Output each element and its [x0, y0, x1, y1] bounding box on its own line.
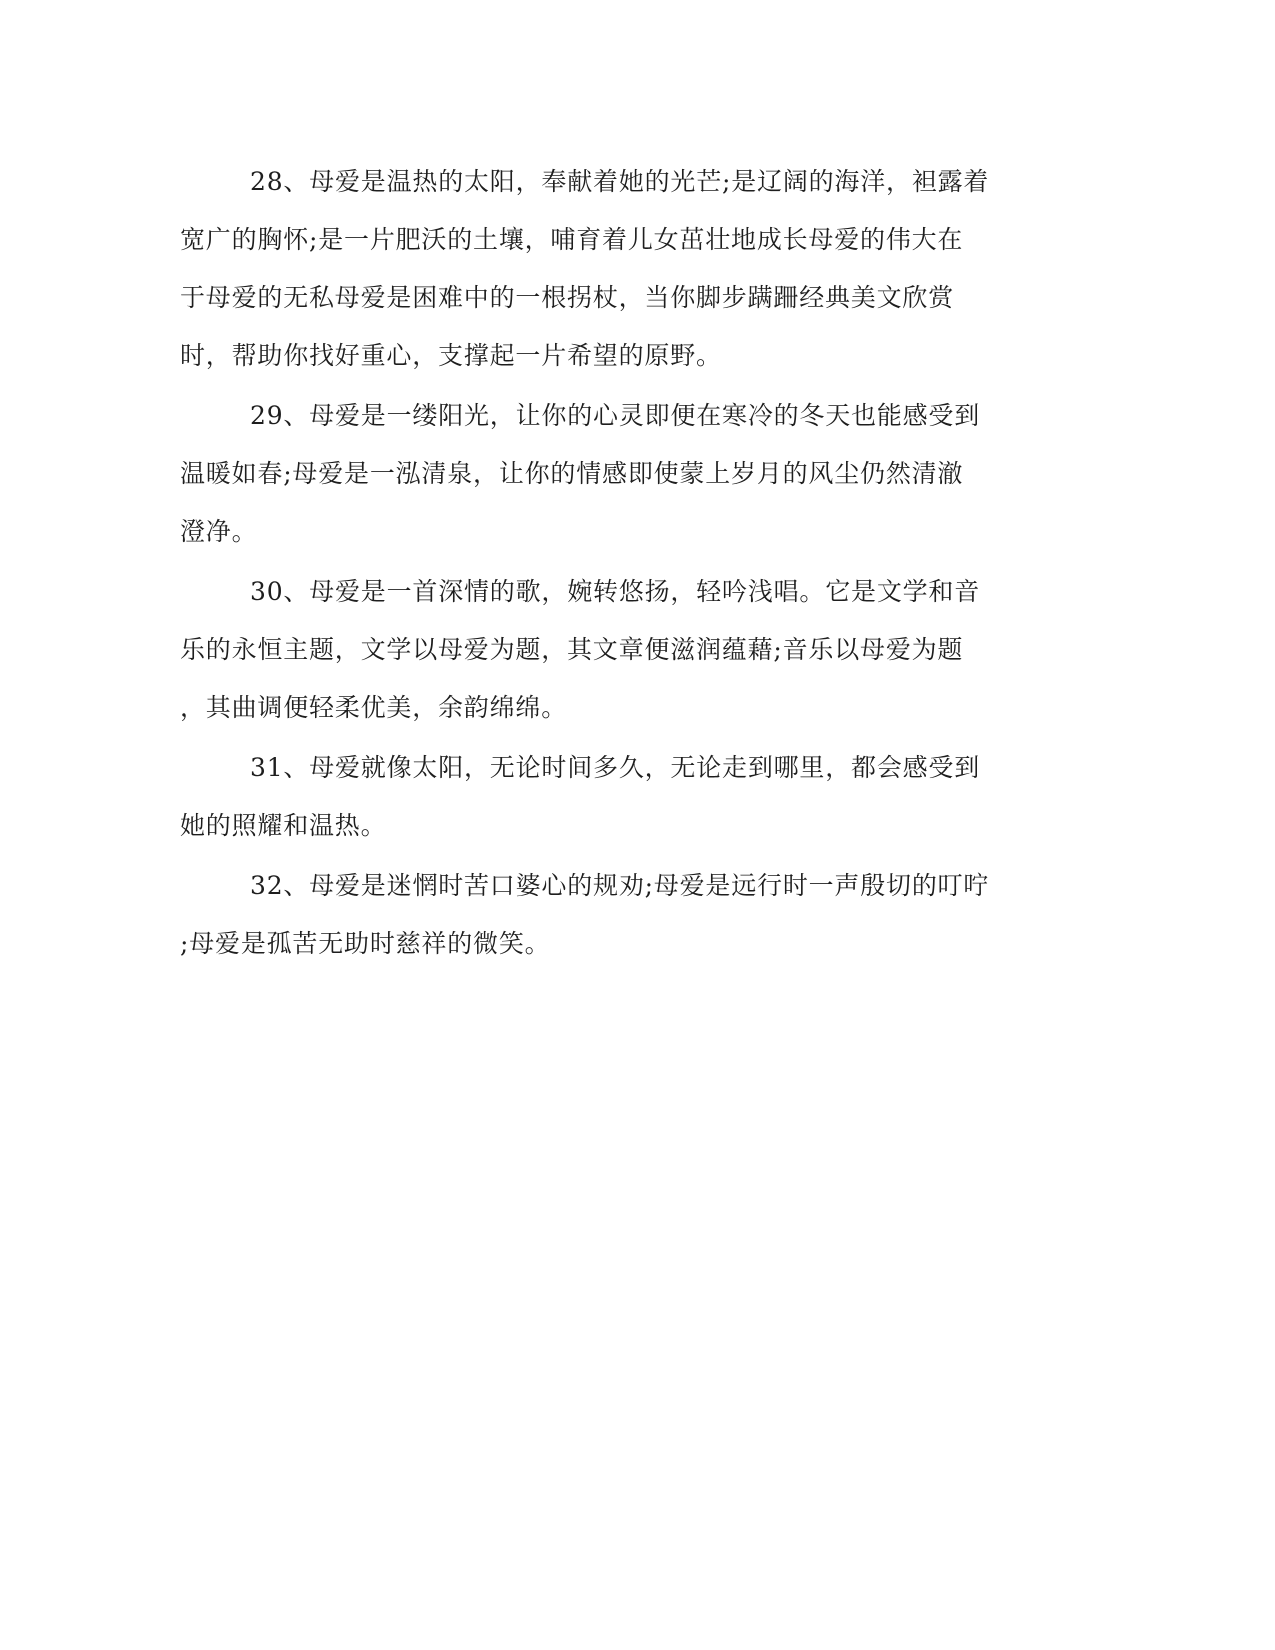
paragraph-31-line-2: 她的照耀和温热。: [180, 811, 387, 840]
paragraph-30-line-3: ，其曲调便轻柔优美，余韵绵绵。: [180, 693, 568, 722]
paragraph-29-line-3: 澄净。: [180, 517, 258, 546]
paragraph-30-line-2: 乐的永恒主题，文学以母爱为题，其文章便滋润蕴藉;音乐以母爱为题: [180, 635, 964, 664]
paragraph-28-line-2: 宽广的胸怀;是一片肥沃的土壤，哺育着儿女茁壮地成长母爱的伟大在: [180, 225, 964, 254]
paragraph-29-line-1: 29、母爱是一缕阳光，让你的心灵即便在寒冷的冬天也能感受到: [250, 401, 981, 430]
paragraph-28-line-1: 28、母爱是温热的太阳，奉献着她的光芒;是辽阔的海洋，袒露着: [250, 167, 990, 196]
paragraph-28-line-4: 时，帮助你找好重心，支撑起一片希望的原野。: [180, 341, 722, 370]
paragraph-32-line-2: ;母爱是孤苦无助时慈祥的微笑。: [180, 929, 551, 958]
paragraph-28-line-3: 于母爱的无私母爱是困难中的一根拐杖，当你脚步蹒跚经典美文欣赏: [180, 283, 955, 312]
paragraph-31-line-1: 31、母爱就像太阳，无论时间多久，无论走到哪里，都会感受到: [250, 753, 981, 782]
paragraph-29-line-2: 温暖如春;母爱是一泓清泉，让你的情感即使蒙上岁月的风尘仍然清澈: [180, 459, 964, 488]
paragraph-30-line-1: 30、母爱是一首深情的歌，婉转悠扬，轻吟浅唱。它是文学和音: [250, 577, 981, 606]
paragraph-32-line-1: 32、母爱是迷惘时苦口婆心的规劝;母爱是远行时一声殷切的叮咛: [250, 871, 990, 900]
